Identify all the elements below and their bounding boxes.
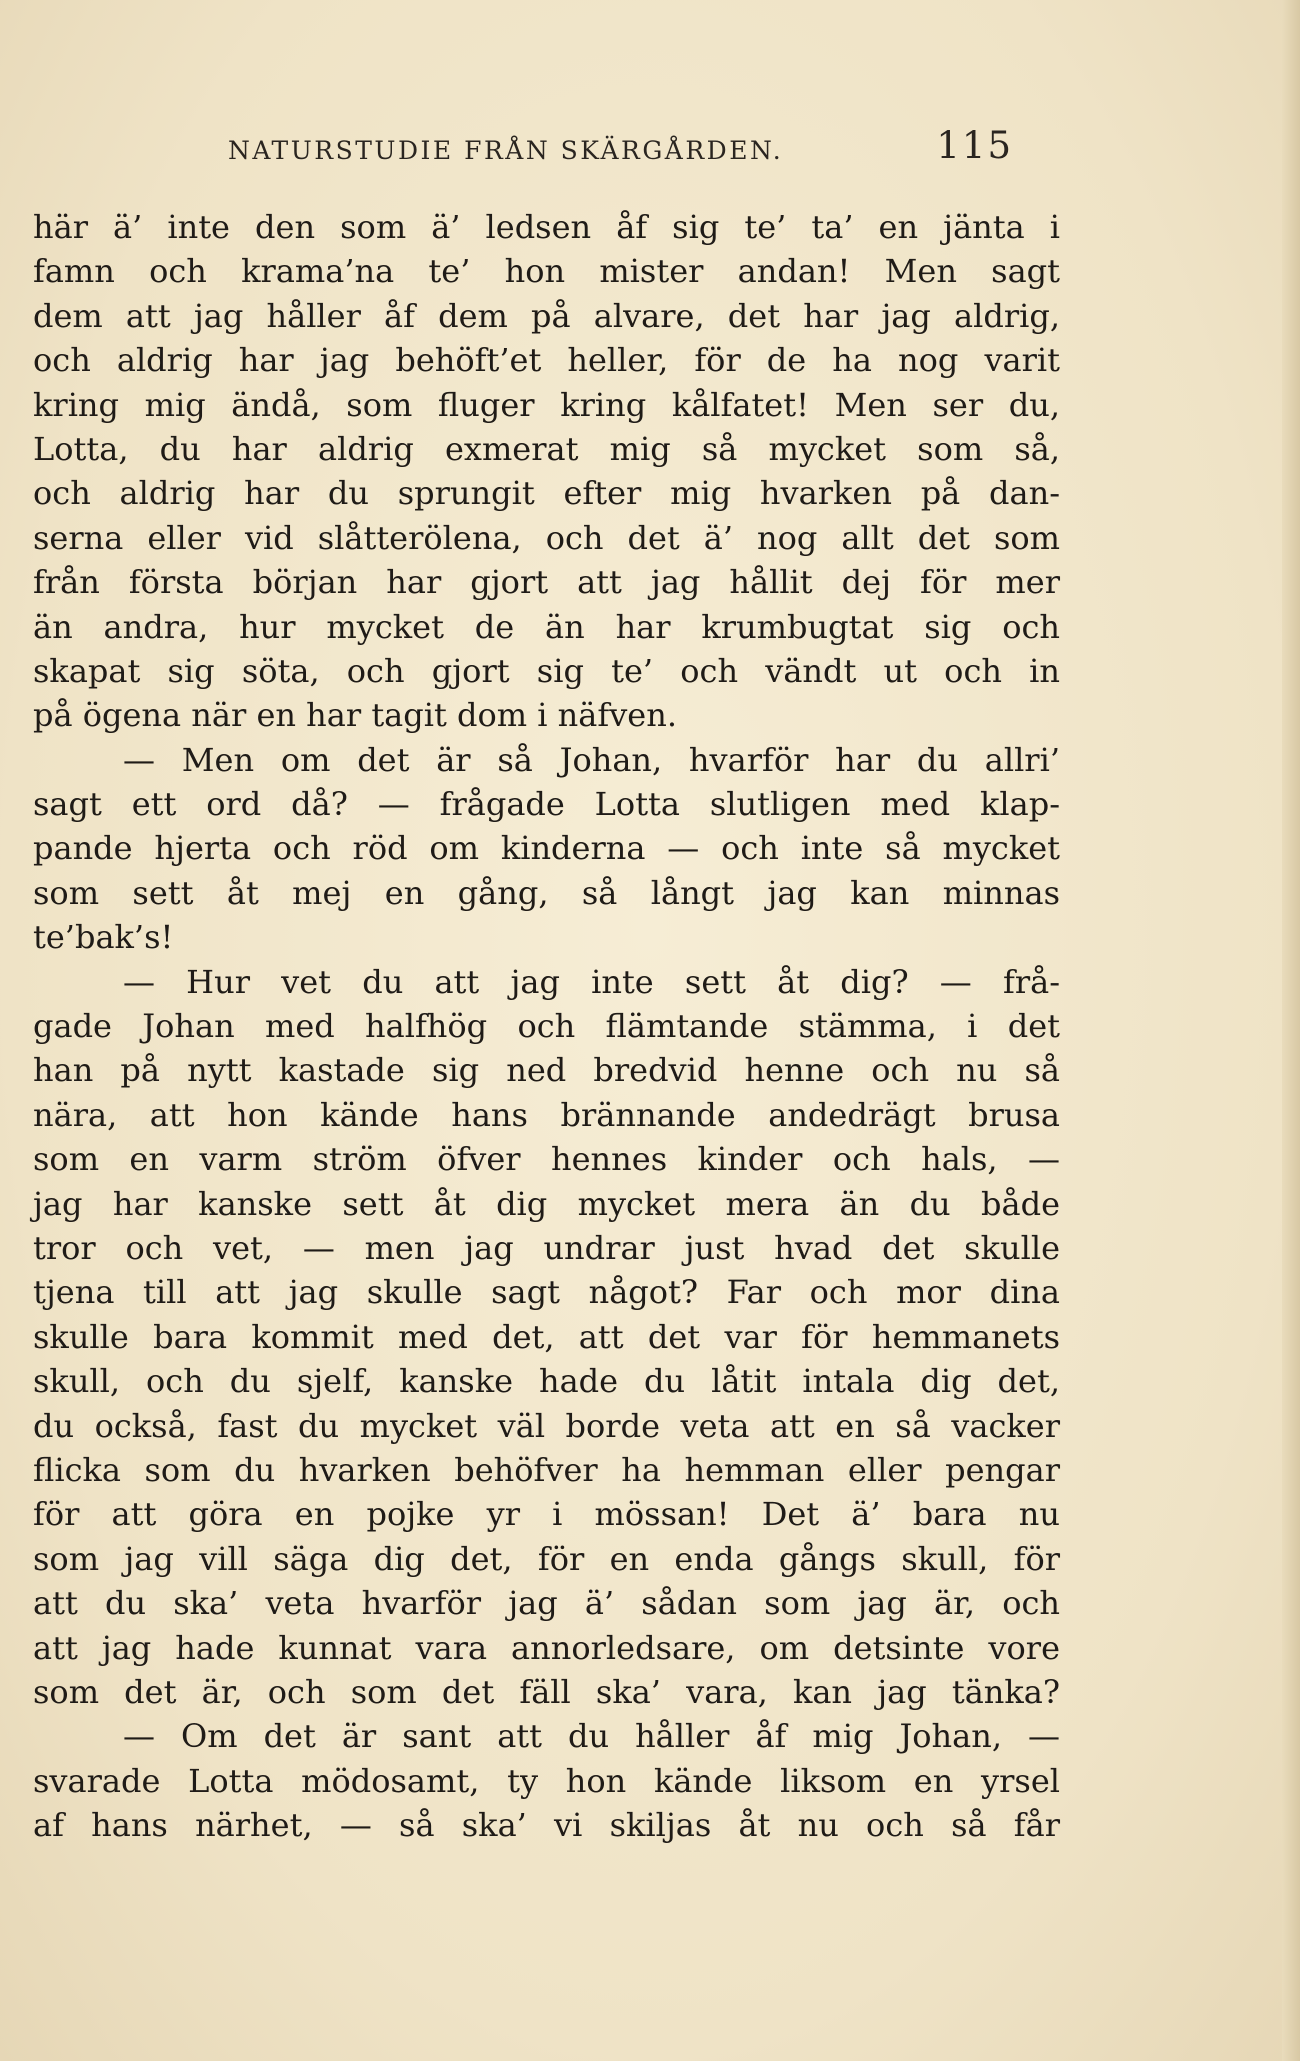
- text-line: som sett åt mej en gång, så långt jag kan minnas: [33, 873, 1060, 912]
- text-line: — Hur vet du att jag inte sett åt dig? — frå-: [123, 962, 1060, 1001]
- text-line: tjena till att jag skulle sagt något? Far och mor dina: [33, 1273, 1060, 1312]
- text-line: serna eller vid slåtterölena, och det ä’ nog allt det som: [33, 518, 1060, 557]
- page-number: 115: [936, 124, 1013, 167]
- text-line: han på nytt kastade sig ned bredvid henne och nu så: [33, 1051, 1060, 1090]
- text-line: famn och krama’na te’ hon mister andan! Men sagt: [33, 252, 1060, 291]
- text-line: som en varm ström öfver hennes kinder och hals, —: [33, 1140, 1060, 1179]
- text-line: dem att jag håller åf dem på alvare, det har jag aldrig,: [33, 296, 1060, 335]
- text-line: skull, och du sjelf, kanske hade du låtit intala dig det,: [33, 1362, 1060, 1401]
- text-line: för att göra en pojke yr i mössan! Det ä’ bara nu: [33, 1495, 1060, 1534]
- text-line: än andra, hur mycket de än har krumbugtat sig och: [33, 607, 1060, 646]
- body-text: [33, 205, 1060, 1847]
- text-line: pande hjerta och röd om kinderna — och inte så mycket: [33, 829, 1060, 868]
- running-title: NATURSTUDIE FRÅN SKÄRGÅRDEN.: [228, 136, 784, 165]
- text-line: gade Johan med halfhög och flämtande stämma, i det: [33, 1007, 1060, 1046]
- text-line: tror och vet, — men jag undrar just hvad det skulle: [33, 1228, 1060, 1267]
- text-line: flicka som du hvarken behöfver ha hemman eller pengar: [33, 1450, 1060, 1489]
- text-line: skapat sig söta, och gjort sig te’ och vändt ut och in: [33, 651, 1060, 690]
- text-line: att jag hade kunnat vara annorledsare, om detsinte vore: [33, 1628, 1060, 1667]
- text-line: nära, att hon kände hans brännande andedrägt brusa: [33, 1095, 1060, 1134]
- text-line: sagt ett ord då? — frågade Lotta slutligen med klap-: [33, 785, 1060, 824]
- text-line: Lotta, du har aldrig exmerat mig så mycket som så,: [33, 429, 1060, 468]
- text-line: skulle bara kommit med det, att det var för hemmanets: [33, 1317, 1060, 1356]
- text-line: från första början har gjort att jag hållit dej för mer: [33, 563, 1060, 602]
- text-line: som jag vill säga dig det, för en enda gångs skull, för: [33, 1539, 1060, 1578]
- text-line: och aldrig har jag behöft’et heller, för de ha nog varit: [33, 341, 1060, 380]
- text-line: svarade Lotta mödosamt, ty hon kände liksom en yrsel: [33, 1761, 1060, 1800]
- text-line: på ögena när en har tagit dom i näfven.: [33, 696, 677, 735]
- page-header: [228, 124, 1013, 176]
- text-line: du också, fast du mycket väl borde veta att en så vacker: [33, 1406, 1060, 1445]
- text-line: att du ska’ veta hvarför jag ä’ sådan som jag är, och: [33, 1584, 1060, 1623]
- text-line: af hans närhet, — så ska’ vi skiljas åt nu och så får: [33, 1806, 1060, 1845]
- text-line: här ä’ inte den som ä’ ledsen åf sig te’ ta’ en jänta i: [33, 208, 1060, 246]
- text-line: som det är, och som det fäll ska’ vara, kan jag tänka?: [33, 1672, 1060, 1711]
- text-line: te’bak’s!: [33, 918, 174, 957]
- text-line: — Men om det är så Johan, hvarför har du allri’: [123, 740, 1060, 779]
- text-line: jag har kanske sett åt dig mycket mera än du både: [33, 1184, 1060, 1223]
- text-line: kring mig ändå, som fluger kring kålfatet! Men ser du,: [33, 385, 1060, 424]
- page-edge: [1282, 0, 1300, 2061]
- text-line: — Om det är sant att du håller åf mig Johan, —: [123, 1717, 1060, 1756]
- text-line: och aldrig har du sprungit efter mig hvarken på dan-: [33, 474, 1060, 513]
